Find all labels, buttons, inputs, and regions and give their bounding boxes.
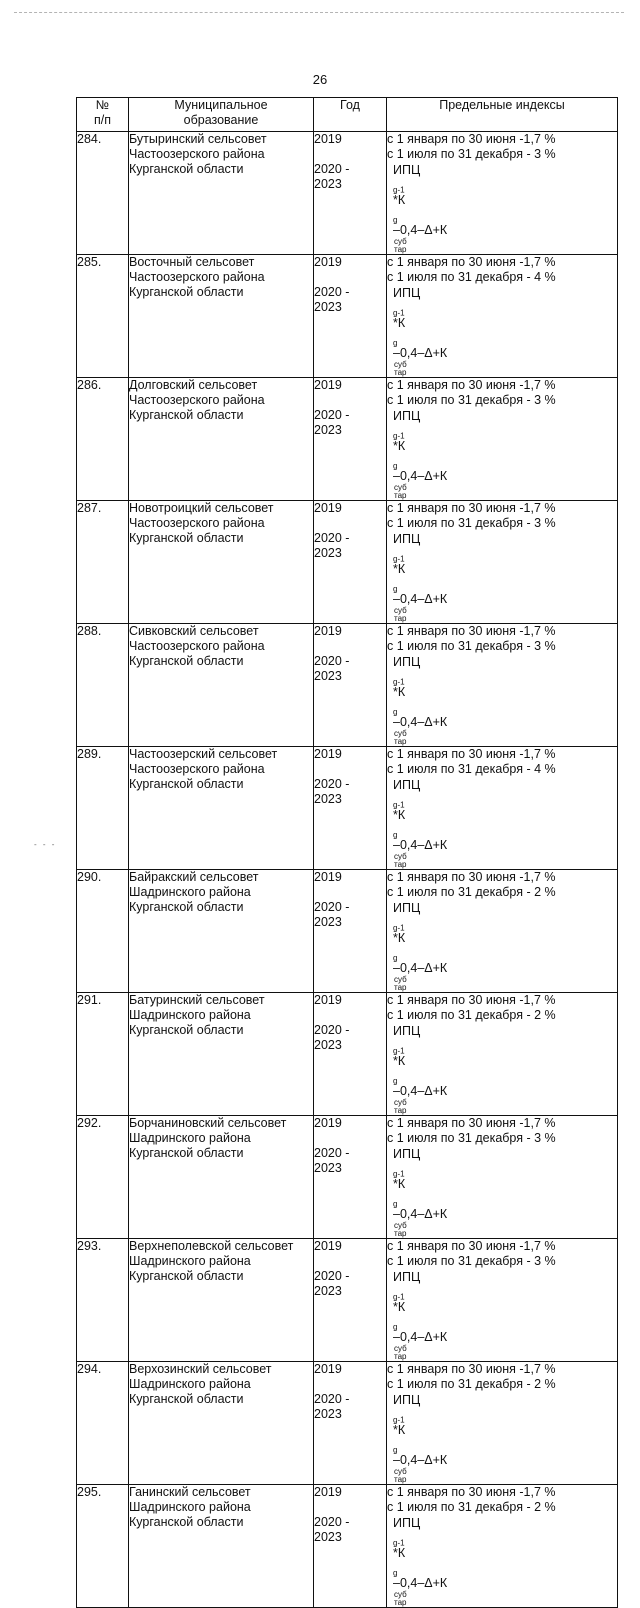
header-number: № п/п bbox=[77, 98, 129, 132]
index-formula: ИПЦ $_{g-1}$ *К $_g$ –0,4–Δ+К суб тар bbox=[393, 1393, 448, 1484]
table-row bbox=[77, 132, 618, 255]
municipality-district: Частоозерского района bbox=[129, 147, 265, 161]
table-row bbox=[77, 624, 618, 747]
index-first-half: с 1 января по 30 июня -1,7 % bbox=[387, 1485, 556, 1499]
year-first: 2019 bbox=[314, 378, 342, 392]
municipality-name: Частоозерский сельсовет bbox=[129, 747, 278, 761]
year-first: 2019 bbox=[314, 747, 342, 761]
indices-cell bbox=[387, 1362, 618, 1485]
municipality-cell bbox=[129, 378, 314, 501]
scan-artifact: - - - bbox=[34, 840, 57, 849]
year-range-end: 2023 bbox=[314, 177, 342, 191]
table-row bbox=[77, 501, 618, 624]
year-cell bbox=[314, 624, 387, 747]
index-first-half: с 1 января по 30 июня -1,7 % bbox=[387, 1362, 556, 1376]
year-range-start: 2020 - bbox=[314, 654, 350, 668]
municipality-region: Курганской области bbox=[129, 1023, 244, 1037]
row-number: 285. bbox=[77, 255, 129, 378]
index-second-half: с 1 июля по 31 декабря - 3 % bbox=[387, 1131, 556, 1145]
index-second-half: с 1 июля по 31 декабря - 3 % bbox=[387, 1254, 556, 1268]
year-first: 2019 bbox=[314, 624, 342, 638]
municipality-region: Курганской области bbox=[129, 1515, 244, 1529]
municipality-name: Сивковский сельсовет bbox=[129, 624, 259, 638]
municipality-cell bbox=[129, 624, 314, 747]
row-number: 287. bbox=[77, 501, 129, 624]
year-cell bbox=[314, 378, 387, 501]
indices-cell bbox=[387, 870, 618, 993]
index-second-half: с 1 июля по 31 декабря - 3 % bbox=[387, 516, 556, 530]
municipality-name: Байракский сельсовет bbox=[129, 870, 259, 884]
municipality-region: Курганской области bbox=[129, 777, 244, 791]
indices-cell bbox=[387, 747, 618, 870]
index-second-half: с 1 июля по 31 декабря - 2 % bbox=[387, 1500, 556, 1514]
index-first-half: с 1 января по 30 июня -1,7 % bbox=[387, 870, 556, 884]
indices-cell bbox=[387, 1485, 618, 1608]
index-first-half: с 1 января по 30 июня -1,7 % bbox=[387, 501, 556, 515]
header-indices: Предельные индексы bbox=[387, 98, 618, 132]
header-year: Год bbox=[314, 98, 387, 132]
year-range-start: 2020 - bbox=[314, 1146, 350, 1160]
year-range-start: 2020 - bbox=[314, 1023, 350, 1037]
municipality-district: Частоозерского района bbox=[129, 516, 265, 530]
index-first-half: с 1 января по 30 июня -1,7 % bbox=[387, 132, 556, 146]
municipality-region: Курганской области bbox=[129, 531, 244, 545]
year-cell bbox=[314, 993, 387, 1116]
row-number: 286. bbox=[77, 378, 129, 501]
index-formula: ИПЦ $_{g-1}$ *К $_g$ –0,4–Δ+К суб тар bbox=[393, 532, 448, 623]
year-range-end: 2023 bbox=[314, 1161, 342, 1175]
municipality-district: Частоозерского района bbox=[129, 393, 265, 407]
municipality-cell bbox=[129, 870, 314, 993]
municipality-cell bbox=[129, 993, 314, 1116]
row-number: 295. bbox=[77, 1485, 129, 1608]
header-municipality: Муниципальное образование bbox=[129, 98, 314, 132]
year-first: 2019 bbox=[314, 132, 342, 146]
year-first: 2019 bbox=[314, 1116, 342, 1130]
table-row bbox=[77, 1116, 618, 1239]
index-first-half: с 1 января по 30 июня -1,7 % bbox=[387, 747, 556, 761]
year-range-end: 2023 bbox=[314, 300, 342, 314]
indices-cell bbox=[387, 993, 618, 1116]
row-number: 292. bbox=[77, 1116, 129, 1239]
table-row bbox=[77, 870, 618, 993]
table-row bbox=[77, 378, 618, 501]
year-range-end: 2023 bbox=[314, 1407, 342, 1421]
year-range-start: 2020 - bbox=[314, 531, 350, 545]
row-number: 293. bbox=[77, 1239, 129, 1362]
table-header-row bbox=[77, 98, 618, 132]
row-number: 294. bbox=[77, 1362, 129, 1485]
row-number: 289. bbox=[77, 747, 129, 870]
year-range-end: 2023 bbox=[314, 669, 342, 683]
indices-cell bbox=[387, 1239, 618, 1362]
year-range-end: 2023 bbox=[314, 423, 342, 437]
year-range-start: 2020 - bbox=[314, 408, 350, 422]
index-second-half: с 1 июля по 31 декабря - 3 % bbox=[387, 147, 556, 161]
index-formula: ИПЦ $_{g-1}$ *К $_g$ –0,4–Δ+К суб тар bbox=[393, 1024, 448, 1115]
year-cell bbox=[314, 870, 387, 993]
table-row bbox=[77, 747, 618, 870]
index-formula: ИПЦ $_{g-1}$ *К $_g$ –0,4–Δ+К суб тар bbox=[393, 1270, 448, 1361]
municipality-region: Курганской области bbox=[129, 162, 244, 176]
year-first: 2019 bbox=[314, 870, 342, 884]
index-second-half: с 1 июля по 31 декабря - 2 % bbox=[387, 1008, 556, 1022]
index-first-half: с 1 января по 30 июня -1,7 % bbox=[387, 1116, 556, 1130]
year-first: 2019 bbox=[314, 1485, 342, 1499]
municipality-cell bbox=[129, 1362, 314, 1485]
municipality-name: Верхнеполевской сельсовет bbox=[129, 1239, 294, 1253]
municipality-name: Восточный сельсовет bbox=[129, 255, 255, 269]
year-first: 2019 bbox=[314, 993, 342, 1007]
index-second-half: с 1 июля по 31 декабря - 4 % bbox=[387, 270, 556, 284]
year-range-end: 2023 bbox=[314, 1038, 342, 1052]
indices-cell bbox=[387, 255, 618, 378]
index-second-half: с 1 июля по 31 декабря - 2 % bbox=[387, 1377, 556, 1391]
year-first: 2019 bbox=[314, 255, 342, 269]
year-range-end: 2023 bbox=[314, 1530, 342, 1544]
indices-cell bbox=[387, 1116, 618, 1239]
year-range-end: 2023 bbox=[314, 1284, 342, 1298]
municipality-district: Шадринского района bbox=[129, 1008, 251, 1022]
municipality-region: Курганской области bbox=[129, 900, 244, 914]
index-formula: ИПЦ $_{g-1}$ *К $_g$ –0,4–Δ+К суб тар bbox=[393, 655, 448, 746]
municipality-name: Долговский сельсовет bbox=[129, 378, 258, 392]
table-row bbox=[77, 1239, 618, 1362]
row-number: 291. bbox=[77, 993, 129, 1116]
year-cell bbox=[314, 747, 387, 870]
municipality-district: Шадринского района bbox=[129, 885, 251, 899]
year-cell bbox=[314, 1362, 387, 1485]
municipality-region: Курганской области bbox=[129, 1146, 244, 1160]
index-formula: ИПЦ $_{g-1}$ *К $_g$ –0,4–Δ+К суб тар bbox=[393, 163, 448, 254]
year-cell bbox=[314, 132, 387, 255]
municipality-cell bbox=[129, 132, 314, 255]
municipality-region: Курганской области bbox=[129, 1269, 244, 1283]
tariff-index-table bbox=[76, 97, 618, 1608]
municipality-district: Частоозерского района bbox=[129, 762, 265, 776]
municipality-district: Шадринского района bbox=[129, 1254, 251, 1268]
page-number: 26 bbox=[312, 72, 328, 87]
year-range-end: 2023 bbox=[314, 546, 342, 560]
indices-cell bbox=[387, 624, 618, 747]
indices-cell bbox=[387, 378, 618, 501]
indices-cell bbox=[387, 132, 618, 255]
indices-cell bbox=[387, 501, 618, 624]
year-range-end: 2023 bbox=[314, 792, 342, 806]
year-range-start: 2020 - bbox=[314, 900, 350, 914]
municipality-cell bbox=[129, 1485, 314, 1608]
municipality-name: Новотроицкий сельсовет bbox=[129, 501, 274, 515]
index-second-half: с 1 июля по 31 декабря - 3 % bbox=[387, 393, 556, 407]
year-cell bbox=[314, 501, 387, 624]
index-first-half: с 1 января по 30 июня -1,7 % bbox=[387, 1239, 556, 1253]
index-second-half: с 1 июля по 31 декабря - 2 % bbox=[387, 885, 556, 899]
year-cell bbox=[314, 1239, 387, 1362]
year-cell bbox=[314, 1116, 387, 1239]
index-formula: ИПЦ $_{g-1}$ *К $_g$ –0,4–Δ+К суб тар bbox=[393, 409, 448, 500]
year-first: 2019 bbox=[314, 1239, 342, 1253]
year-range-end: 2023 bbox=[314, 915, 342, 929]
municipality-region: Курганской области bbox=[129, 1392, 244, 1406]
index-first-half: с 1 января по 30 июня -1,7 % bbox=[387, 378, 556, 392]
municipality-district: Шадринского района bbox=[129, 1500, 251, 1514]
municipality-cell bbox=[129, 501, 314, 624]
municipality-name: Верхозинский сельсовет bbox=[129, 1362, 272, 1376]
scan-edge-line bbox=[14, 12, 624, 13]
municipality-name: Батуринский сельсовет bbox=[129, 993, 265, 1007]
index-formula: ИПЦ $_{g-1}$ *К $_g$ –0,4–Δ+К суб тар bbox=[393, 1147, 448, 1238]
municipality-district: Шадринского района bbox=[129, 1131, 251, 1145]
municipality-cell bbox=[129, 747, 314, 870]
index-formula: ИПЦ $_{g-1}$ *К $_g$ –0,4–Δ+К суб тар bbox=[393, 901, 448, 992]
table-row bbox=[77, 1485, 618, 1608]
year-range-start: 2020 - bbox=[314, 1269, 350, 1283]
year-first: 2019 bbox=[314, 501, 342, 515]
index-first-half: с 1 января по 30 июня -1,7 % bbox=[387, 255, 556, 269]
year-cell bbox=[314, 1485, 387, 1608]
year-range-start: 2020 - bbox=[314, 162, 350, 176]
year-range-start: 2020 - bbox=[314, 285, 350, 299]
municipality-region: Курганской области bbox=[129, 654, 244, 668]
table-row bbox=[77, 255, 618, 378]
municipality-district: Шадринского района bbox=[129, 1377, 251, 1391]
table-row bbox=[77, 993, 618, 1116]
row-number: 290. bbox=[77, 870, 129, 993]
table-row bbox=[77, 1362, 618, 1485]
year-range-start: 2020 - bbox=[314, 777, 350, 791]
index-first-half: с 1 января по 30 июня -1,7 % bbox=[387, 993, 556, 1007]
index-second-half: с 1 июля по 31 декабря - 3 % bbox=[387, 639, 556, 653]
table-body bbox=[77, 132, 618, 1608]
municipality-district: Частоозерского района bbox=[129, 639, 265, 653]
row-number: 288. bbox=[77, 624, 129, 747]
year-range-start: 2020 - bbox=[314, 1515, 350, 1529]
municipality-name: Ганинский сельсовет bbox=[129, 1485, 251, 1499]
municipality-cell bbox=[129, 255, 314, 378]
municipality-region: Курганской области bbox=[129, 408, 244, 422]
year-cell bbox=[314, 255, 387, 378]
municipality-region: Курганской области bbox=[129, 285, 244, 299]
index-first-half: с 1 января по 30 июня -1,7 % bbox=[387, 624, 556, 638]
municipality-name: Бутыринский сельсовет bbox=[129, 132, 267, 146]
municipality-name: Борчаниновский сельсовет bbox=[129, 1116, 287, 1130]
index-formula: ИПЦ $_{g-1}$ *К $_g$ –0,4–Δ+К суб тар bbox=[393, 1516, 448, 1607]
municipality-cell bbox=[129, 1239, 314, 1362]
municipality-cell bbox=[129, 1116, 314, 1239]
index-formula: ИПЦ $_{g-1}$ *К $_g$ –0,4–Δ+К суб тар bbox=[393, 286, 448, 377]
index-second-half: с 1 июля по 31 декабря - 4 % bbox=[387, 762, 556, 776]
year-range-start: 2020 - bbox=[314, 1392, 350, 1406]
index-formula: ИПЦ $_{g-1}$ *К $_g$ –0,4–Δ+К суб тар bbox=[393, 778, 448, 869]
row-number: 284. bbox=[77, 132, 129, 255]
municipality-district: Частоозерского района bbox=[129, 270, 265, 284]
year-first: 2019 bbox=[314, 1362, 342, 1376]
